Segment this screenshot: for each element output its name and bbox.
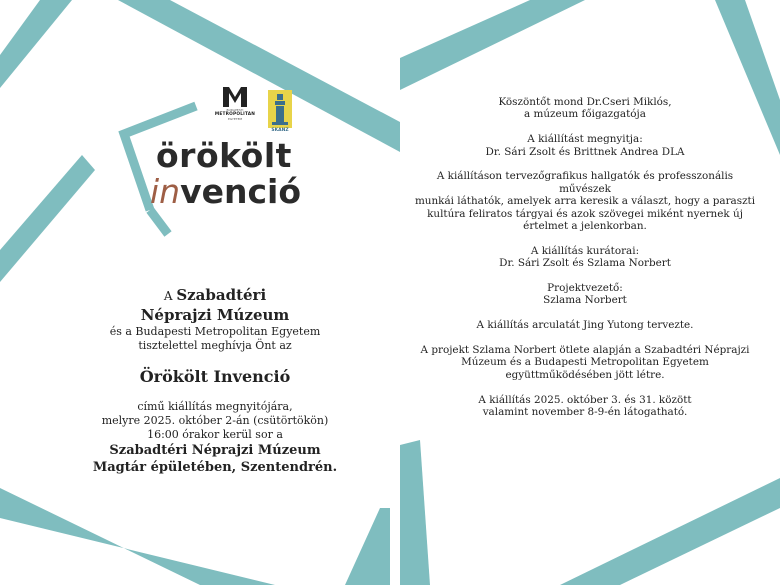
idea-line3: együttműködésében jött létre. xyxy=(505,368,665,381)
organizer-name-part1: Szabadtéri xyxy=(176,286,267,304)
organizer-prefix: A xyxy=(163,289,177,303)
exhibition-title: Örökölt Invenció xyxy=(139,367,291,386)
organizer-line1 xyxy=(60,286,370,306)
university-line1: BUDAPESTI xyxy=(226,108,244,112)
design-line: A kiállítás arculatát Jing Yutong tervezte. xyxy=(476,319,694,332)
dates-line1: A kiállítás 2025. október 3. és 31. között xyxy=(478,393,692,406)
curators-line1: A kiállítás kurátorai: xyxy=(530,244,640,257)
idea-line1: A projekt Szlama Norbert ötlete alapján a Szabadtéri Néprajzi xyxy=(420,344,750,357)
program-details xyxy=(410,96,760,431)
project-manager-line1: Projektvezető: xyxy=(547,282,623,295)
about-line1: A kiállításon tervezőgrafikus hallgatók és professzonális művészek xyxy=(436,170,734,195)
title-line2 xyxy=(150,174,330,210)
logo-group xyxy=(212,86,302,136)
project-manager-line2: Szlama Norbert xyxy=(543,294,627,307)
dates-line2: valamint november 8-9-én látogatható. xyxy=(482,406,688,419)
invitation-text xyxy=(60,286,370,476)
museum-logo-label: SKANZ xyxy=(271,128,289,133)
about-block xyxy=(410,170,760,232)
partner-line2: tisztelettel meghívja Önt az xyxy=(138,339,292,352)
event-line1: című kiállítás megnyitójára, xyxy=(137,400,293,413)
greeting-block xyxy=(410,96,760,121)
curators-block xyxy=(410,245,760,270)
about-line3: kultúra feliratos tárgyai és azok szövegei miként nyernek új xyxy=(427,207,743,220)
title-line2-rest: venció xyxy=(180,172,302,211)
venue-line1: Szabadtéri Néprajzi Múzeum xyxy=(109,443,321,458)
metropolitan-logo xyxy=(212,86,258,121)
university-line3: EGYETEM xyxy=(227,117,243,121)
opening-line1: A kiállítást megnyitja: xyxy=(527,133,643,146)
opening-line2: Dr. Sári Zsolt és Brittnek Andrea DLA xyxy=(485,145,685,158)
skanzen-tower-icon xyxy=(268,90,292,128)
idea-block xyxy=(410,344,760,381)
design-block xyxy=(410,319,760,331)
title-line2-prefix: in xyxy=(150,172,181,211)
university-line2: METROPOLITAN xyxy=(214,112,256,117)
venue-line2: Magtár épületében, Szentendrén. xyxy=(92,460,338,475)
event-line2: melyre 2025. október 2-án (csütörtökön) xyxy=(101,414,329,427)
invitation-back xyxy=(390,0,780,585)
project-manager-block xyxy=(410,282,760,307)
greeting-line2: a múzeum főigazgatója xyxy=(524,108,646,121)
partner-line1: és a Budapesti Metropolitan Egyetem xyxy=(109,325,321,338)
exhibition-logo-title xyxy=(150,138,330,210)
event-line3: 16:00 órakor kerül sor a xyxy=(147,428,283,441)
curators-line2: Dr. Sári Zsolt és Szlama Norbert xyxy=(499,257,671,270)
greeting-line1: Köszöntőt mond Dr.Cseri Miklós, xyxy=(498,96,672,108)
about-line4: értelmet a jelenkorban. xyxy=(523,220,647,233)
about-line2: munkái láthatók, amelyek arra keresik a választ, hogy a paraszti xyxy=(414,195,756,208)
opening-block xyxy=(410,133,760,158)
metropolitan-m-icon xyxy=(222,86,248,108)
idea-line2: Múzeum és a Budapesti Metropolitan Egyetem xyxy=(461,356,709,369)
organizer-line2: Néprajzi Múzeum xyxy=(140,306,290,324)
dates-block xyxy=(410,394,760,419)
title-line1: örökölt xyxy=(156,136,292,175)
